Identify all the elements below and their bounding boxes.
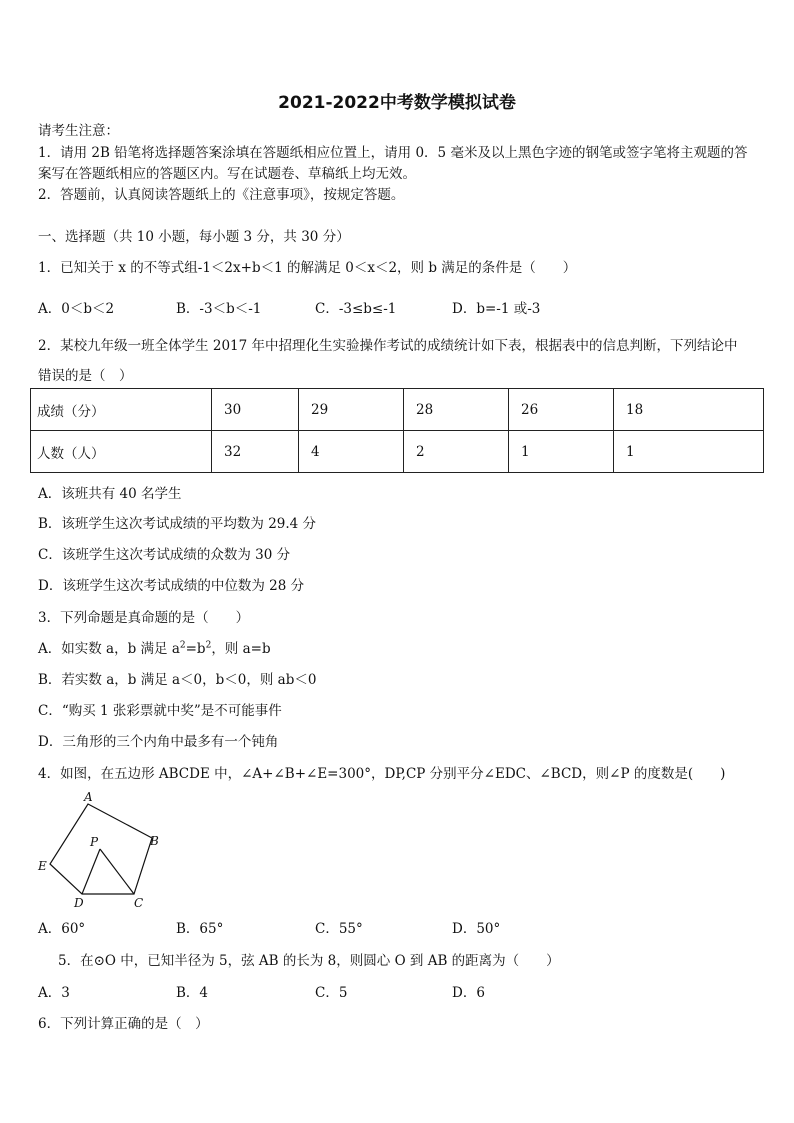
section-heading: 一、选择题（共 10 小题，每小题 3 分，共 30 分） [38,229,350,245]
figure-label-b: B [150,834,159,848]
notice-item-1b: 案写在答题纸相应的答题区内。写在试题卷、草稿纸上均无效。 [38,166,416,182]
table-cell: 30 [212,389,299,431]
figure-label-p: P [90,835,99,849]
q3-option-a-pre: A．如实数 a，b 满足 a [38,641,180,657]
q3-option-a-mid: =b [185,641,206,657]
q4-option-a: A．60° [38,921,86,937]
q5-option-b: B．4 [176,985,209,1001]
q3-option-a-post: ，则 a=b [211,641,271,657]
table-cell: 26 [509,389,614,431]
table-cell: 32 [212,431,299,473]
table-row [31,431,764,473]
q1-option-b: B．-3＜b＜-1 [176,301,262,317]
question-6-stem: 6．下列计算正确的是（ ） [38,1016,209,1032]
question-2-stem-b: 错误的是（ ） [38,368,133,384]
pentagon-outline [50,804,152,894]
table-row [31,389,764,431]
table-cell: 18 [614,389,764,431]
table-cell: 成绩（分） [31,389,212,431]
q3-option-d: D．三角形的三个内角中最多有一个钝角 [38,734,279,750]
superscript: 2 [179,640,186,651]
figure-label-e: E [38,859,47,873]
q1-option-a: A．0＜b＜2 [38,301,115,317]
question-2-stem-a: 2．某校九年级一班全体学生 2017 年中招理化生实验操作考试的成绩统计如下表，根据表中的信息判断，下列结论中 [38,338,738,354]
q5-option-a: A．3 [38,985,70,1001]
question-3-stem: 3．下列命题是真命题的是（ ） [38,610,250,626]
table-cell: 人数（人） [31,431,212,473]
q4-option-b: B．65° [176,921,224,937]
q1-option-d: D．b=-1 或-3 [452,301,541,317]
score-table [30,388,764,473]
q5-option-c: C．5 [315,985,348,1001]
notice-item-2: 2．答题前，认真阅读答题纸上的《注意事项》，按规定答题。 [38,187,405,203]
q3-option-b: B．若实数 a，b 满足 a＜0，b＜0，则 ab＜0 [38,672,317,688]
q5-option-d: D．6 [452,985,485,1001]
figure-label-a: A [84,790,93,804]
question-5-stem: 5．在⊙O 中，已知半径为 5，弦 AB 的长为 8，则圆心 O 到 AB 的距离为（ ） [58,953,560,969]
pentagon-figure [34,788,174,910]
q4-option-c: C．55° [315,921,363,937]
q2-option-b: B．该班学生这次考试成绩的平均数为 29.4 分 [38,516,317,532]
table-cell: 4 [299,431,404,473]
figure-label-d: D [74,896,84,910]
table-cell: 1 [509,431,614,473]
q1-option-c: C．-3≤b≤-1 [315,301,397,317]
table-cell: 29 [299,389,404,431]
segment-cp [100,849,134,894]
question-1-stem: 1．已知关于 x 的不等式组-1＜2x+b＜1 的解满足 0＜x＜2，则 b 满足的条件是（ ） [38,260,577,276]
page-title: 2021-2022中考数学模拟试卷 [278,93,516,113]
q4-option-d: D．50° [452,921,501,937]
table-cell: 2 [404,431,509,473]
table-cell: 1 [614,431,764,473]
q3-option-c: C．“购买 1 张彩票就中奖”是不可能事件 [38,703,282,719]
q3-option-a [38,637,271,657]
superscript: 2 [205,640,212,651]
notice-item-1a: 1．请用 2B 铅笔将选择题答案涂填在答题纸相应位置上，请用 0．5 毫米及以上黑色字迹的钢笔或签字笔将主观题的答 [38,145,748,161]
figure-label-c: C [134,896,144,910]
q2-option-d: D．该班学生这次考试成绩的中位数为 28 分 [38,578,305,594]
question-4-stem: 4．如图，在五边形 ABCDE 中，∠A+∠B+∠E=300°，DP,CP 分别平分∠EDC、∠BCD，则∠P 的度数是( ) [38,766,726,782]
notice-heading: 请考生注意： [38,123,119,139]
segment-dp [82,849,100,894]
q2-option-a: A．该班共有 40 名学生 [38,486,182,502]
table-cell: 28 [404,389,509,431]
q2-option-c: C．该班学生这次考试成绩的众数为 30 分 [38,547,291,563]
